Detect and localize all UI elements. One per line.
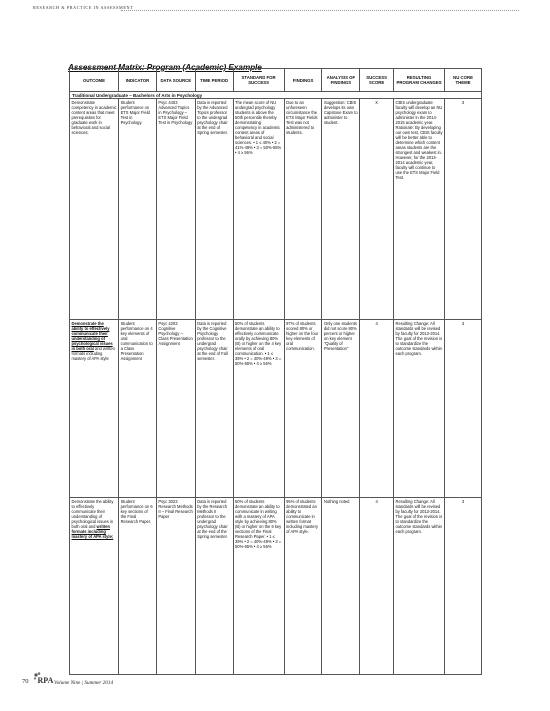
cell-core-theme: 3 (445, 99, 482, 320)
cell-core-theme: 3 (445, 498, 482, 675)
cell-time-period: Data is reported by the Advanced Topics professor to the undergrad psychology chair at the end of Spring semester. (195, 99, 233, 320)
cell-program-changes: Resulting Change: All standards will be revised by faculty for 2013-2014. The goal of the revision is to standardize the outcome standards within each program. (394, 498, 445, 675)
cell-indicator: Student performance on ETS Major Field Test in Psychology. (119, 99, 157, 320)
col-header-outcome: OUTCOME (70, 69, 119, 92)
cell-standard: The mean score of NU undergrad psychology students is above the 50th percentile thereby demonstrating competency in academic content areas of behavioral and social sciences. • 1 ≤ 40% • 2 = 41%-49% • 3 = 50%-55% • 4 ≥ 56% (233, 99, 284, 320)
col-header-indicator: INDICATOR (119, 69, 157, 92)
col-header-core-theme: NU CORE THEME (445, 69, 482, 92)
cell-core-theme: 3 (445, 320, 482, 498)
cell-data-source: Psyc 4403 Advanced Topics in Psychology – ETS Major Field Test in Psychology (156, 99, 195, 320)
col-header-findings: FINDINGS (284, 69, 322, 92)
col-header-data-source: DATA SOURCE (156, 69, 195, 92)
table-row (70, 320, 482, 498)
header-row (70, 69, 482, 92)
table-row (70, 99, 482, 320)
outcome-emphasis: Demonstrate the ability to effectively communicate their understanding of psychological issues in both oral (71, 321, 113, 351)
cell-success-score: 4 (360, 320, 394, 498)
cell-analysis: Nothing noted (322, 498, 360, 675)
cell-data-source: Psyc 3023 Research Methods II – Final Research Paper (156, 498, 195, 675)
cell-time-period: Data is reported by the Research Methods II professor to the undergrad psychology chair at the end of the Spring semester. (195, 498, 233, 675)
cell-outcome (70, 498, 119, 675)
col-header-success-score: SUCCESS SCORE (360, 69, 394, 92)
cell-analysis: Suggestion: CBIS develops its own Capstone Exam to administer to student. (322, 99, 360, 320)
table-row (70, 498, 482, 675)
matrix-title: Assessment Matrix: Program (Academic) Example (68, 62, 262, 72)
cell-indicator: Student performance on 6 key sections of the Final Research Paper. (119, 498, 157, 675)
cell-program-changes: CBIS undergraduate faculty will develop an NU psychology exam to administer in the 2014-2015 academic year. Rationale: By developing our own test, CBIS faculty will be better able to determine which content areas students are the strongest and weakest in. However, for the 2013-2014 academic year, faculty will continue to use the ETS Major Field Test. (394, 99, 445, 320)
col-header-standard: STANDARD FOR SUCCESS (233, 69, 284, 92)
cell-standard: 50% of students demonstrate an ability to communicate in writing with a mastery of APA style by achieving 80% (B) or higher on the 6 key sections of the Final Research Paper. • 1 ≤ 39% • 2 = 40%-49% • 3 = 50%-55% • 4 ≥ 56% (233, 498, 284, 675)
cell-program-changes: Resulting Change: All standards will be revised by faculty for 2013-2014. The goal of the revision is to standardize the outcome standards within each program. (394, 320, 445, 498)
running-head-text: RESEARCH & PRACTICE IN ASSESSMENT (33, 5, 134, 10)
cell-indicator: Student performance on 4 key elements of oral communication to a Class Presentation Assignment (119, 320, 157, 498)
cell-time-period: Data is reported by the Cognitive Psychology professor to the undergrad psychology chair at the end of Fall semester. (195, 320, 233, 498)
page-number: 70 (22, 678, 29, 685)
rpa-logo-icon (33, 672, 54, 686)
cell-success-score: 4 (360, 498, 394, 675)
cell-standard: 50% of students demonstrate an ability to effectively communicate orally by achieving 80% (B) or higher on the 4 key elements of oral communication. • 1 ≤ 39% • 2 = 40%-49% • 3 = 50%-55% • 4 ≥ 56% (233, 320, 284, 498)
cell-outcome (70, 320, 119, 498)
outcome-emphasis: written formats including mastery of APA style; (71, 524, 114, 539)
cell-analysis: Only one students did not score 80% percent or higher on key element "Quality of Presentation" (322, 320, 360, 498)
outcome-text: Demonstrate the ability to effectively communicate their understanding of psychological issues in both oral and (71, 499, 114, 529)
section-label: Traditional Undergraduate – Bachelors of Arts in Psychology (70, 92, 482, 99)
section-row (70, 92, 482, 99)
cell-success-score: X (360, 99, 394, 320)
dotted-rule (121, 10, 519, 11)
logo-text: RPA (37, 676, 54, 685)
assessment-matrix-table (69, 68, 482, 675)
running-head (33, 5, 523, 15)
col-header-analysis: ANALYSIS OF FINDINGS (322, 69, 360, 92)
cell-findings: 95% of students demonstrated an ability to communicate in written format including mastery of APA style. (284, 498, 322, 675)
cell-findings: 97% of students scored 80% or higher on the four key elements of oral communication. (284, 320, 322, 498)
issue-info: Volume Nine | Summer 2014 (54, 680, 114, 686)
cell-data-source: Psyc 4203 Cognitive Psychology – Class Presentation Assignment (156, 320, 195, 498)
cell-findings: Due to an unforeseen circumstance the ETS Major Fields Test was not administered to students. (284, 99, 322, 320)
col-header-program-changes: RESULTING PROGRAM CHANGES (394, 69, 445, 92)
outcome-text: and written formats including mastery of APA style (71, 346, 115, 361)
col-header-time-period: TIME PERIOD (195, 69, 233, 92)
cell-outcome: Demonstrate competency in academic content areas that meet prerequisites for graduate work in behavioral and social sciences; (70, 99, 119, 320)
